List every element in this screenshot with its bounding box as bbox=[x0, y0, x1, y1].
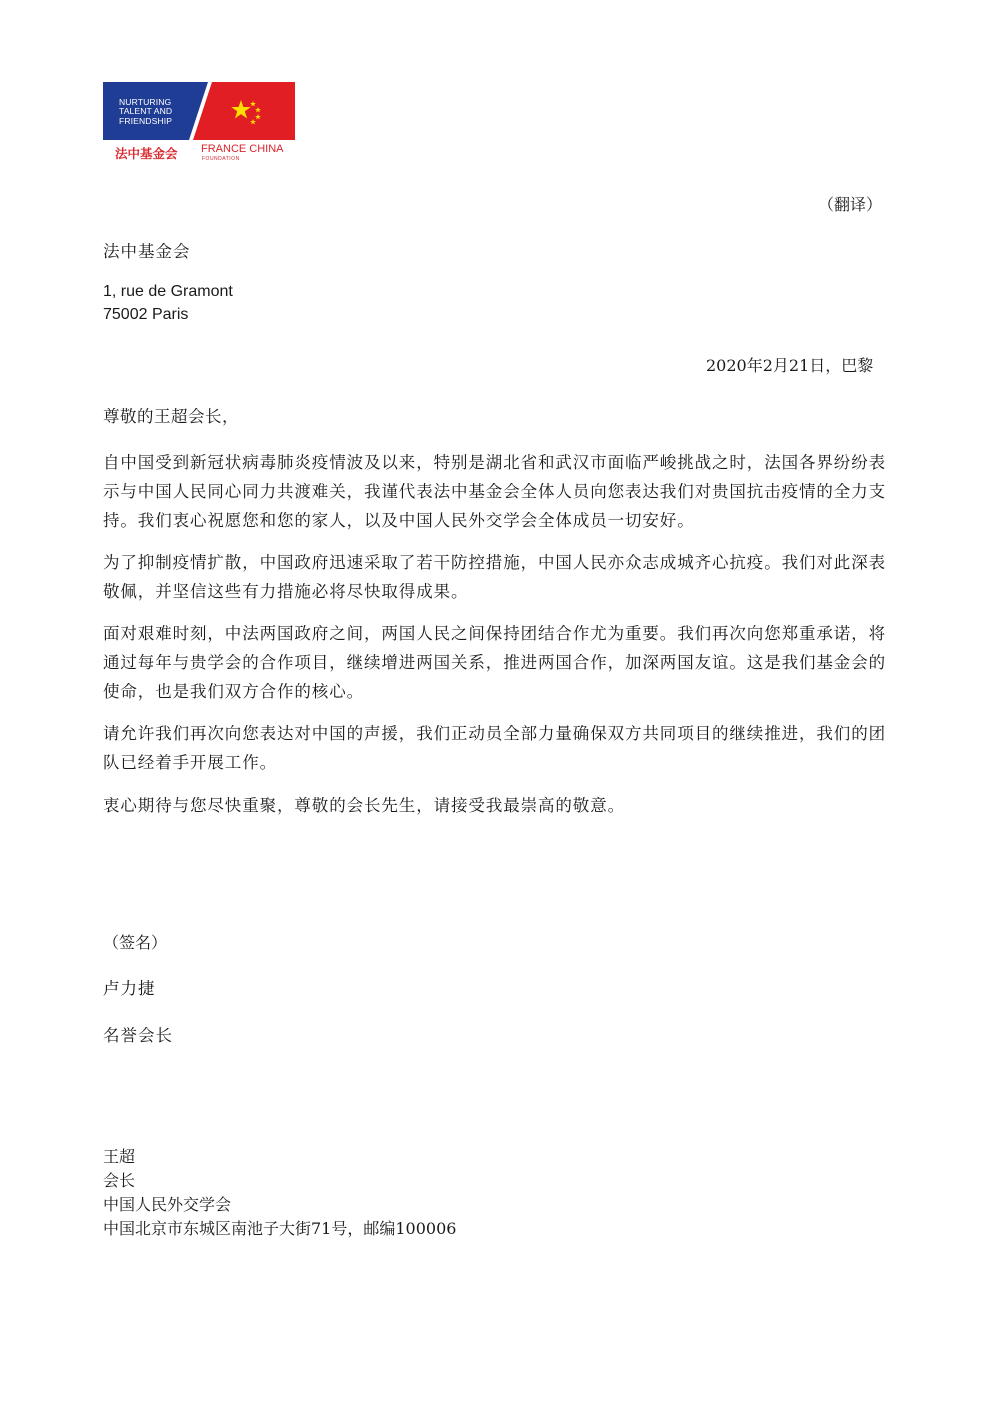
recipient-organization: 中国人民外交学会 bbox=[103, 1195, 232, 1214]
logo-name-subtitle: FOUNDATION bbox=[202, 156, 240, 162]
date-place: 2020年2月21日，巴黎 bbox=[706, 356, 874, 375]
sender-address-line2: 75002 Paris bbox=[103, 306, 189, 323]
france-china-foundation-logo bbox=[103, 82, 295, 162]
china-flag-icon bbox=[231, 98, 267, 128]
salutation: 尊敬的王超会长， bbox=[103, 407, 239, 426]
logo-name-english: FRANCE CHINA bbox=[201, 143, 284, 155]
recipient-name: 王超 bbox=[103, 1147, 136, 1166]
body-paragraph: 自中国受到新冠状病毒肺炎疫情波及以来，特别是湖北省和武汉市面临严峻挑战之时，法国各界纷纷表示与中国人民同心同力共渡难关，我谨代表法中基金会全体人员向您表达我们对贵国抗击疫情的全力支持。我们衷心祝愿您和您的家人，以及中国人民外交学会全体成员一切安好。 bbox=[103, 453, 886, 530]
signatory-name: 卢力捷 bbox=[103, 979, 156, 998]
sender-name: 法中基金会 bbox=[103, 242, 191, 261]
translation-note: （翻译） bbox=[818, 195, 883, 214]
signatory-title: 名誉会长 bbox=[103, 1026, 173, 1045]
body-paragraph: 为了抑制疫情扩散，中国政府迅速采取了若干防控措施，中国人民亦众志成城齐心抗疫。我们对此深表敬佩，并坚信这些有力措施必将尽快取得成果。 bbox=[103, 553, 886, 601]
sender-address-line1: 1, rue de Gramont bbox=[103, 283, 233, 300]
logo-banner bbox=[103, 82, 295, 140]
logo-tagline: NURTURING TALENT AND FRIENDSHIP bbox=[119, 97, 173, 126]
closing-paragraph: 衷心期待与您尽快重聚，尊敬的会长先生，请接受我最崇高的敬意。 bbox=[103, 796, 625, 815]
logo-name-chinese: 法中基金会 bbox=[115, 146, 178, 161]
recipient-title: 会长 bbox=[103, 1171, 136, 1190]
body-paragraph: 请允许我们再次向您表达对中国的声援，我们正动员全部力量确保双方共同项目的继续推进，我们的团队已经着手开展工作。 bbox=[103, 724, 886, 772]
body-paragraph: 面对艰难时刻，中法两国政府之间，两国人民之间保持团结合作尤为重要。我们再次向您郑重承诺，将通过每年与贵学会的合作项目，继续增进两国关系，推进两国合作，加深两国友谊。这是我们基金会的使命，也是我们双方合作的核心。 bbox=[103, 624, 886, 701]
recipient-address: 中国北京市东城区南池子大街71号，邮编100006 bbox=[103, 1219, 457, 1238]
signature-note: （签名） bbox=[103, 933, 168, 952]
